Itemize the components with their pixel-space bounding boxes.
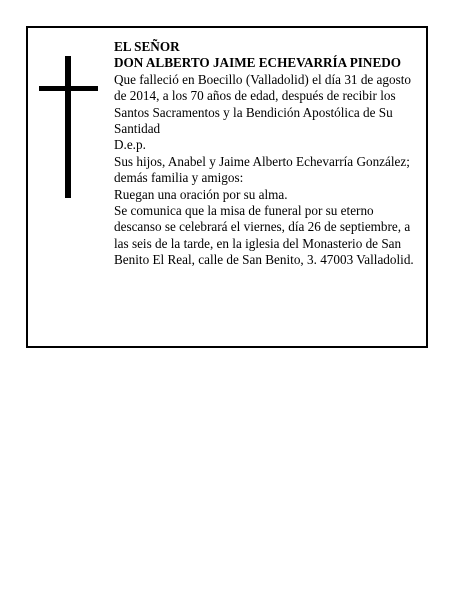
deceased-name: DON ALBERTO JAIME ECHEVARRÍA PINEDO — [114, 55, 402, 71]
rip-line: D.e.p. — [114, 137, 146, 153]
notice-text — [114, 39, 422, 269]
notice-title: EL SEÑOR — [114, 39, 180, 54]
cross-horizontal-bar — [39, 86, 98, 91]
prayer-request: Ruegan una oración por su alma. — [114, 186, 288, 202]
cross-icon — [39, 56, 99, 198]
death-statement: Que falleció en Boecillo (Valladolid) el día 31 de agosto de 2014, a los 70 años de edad, después de recibir los Santos Sacramentos y la Bendición Apostólica de Su Santidad — [114, 71, 411, 137]
cross-vertical-bar — [65, 56, 71, 198]
obituary-notice — [26, 26, 428, 348]
funeral-announcement: Se comunica que la misa de funeral por su eterno descanso se celebrará el viernes, día 26 de septiembre, a las seis de la tarde, en la iglesia del Monasterio de San Benito El Real, calle de San Benito, 3. 47003 Valladolid. — [114, 203, 414, 268]
family-statement: Sus hijos, Anabel y Jaime Alberto Echevarría González; demás familia y amigos: — [114, 153, 410, 186]
